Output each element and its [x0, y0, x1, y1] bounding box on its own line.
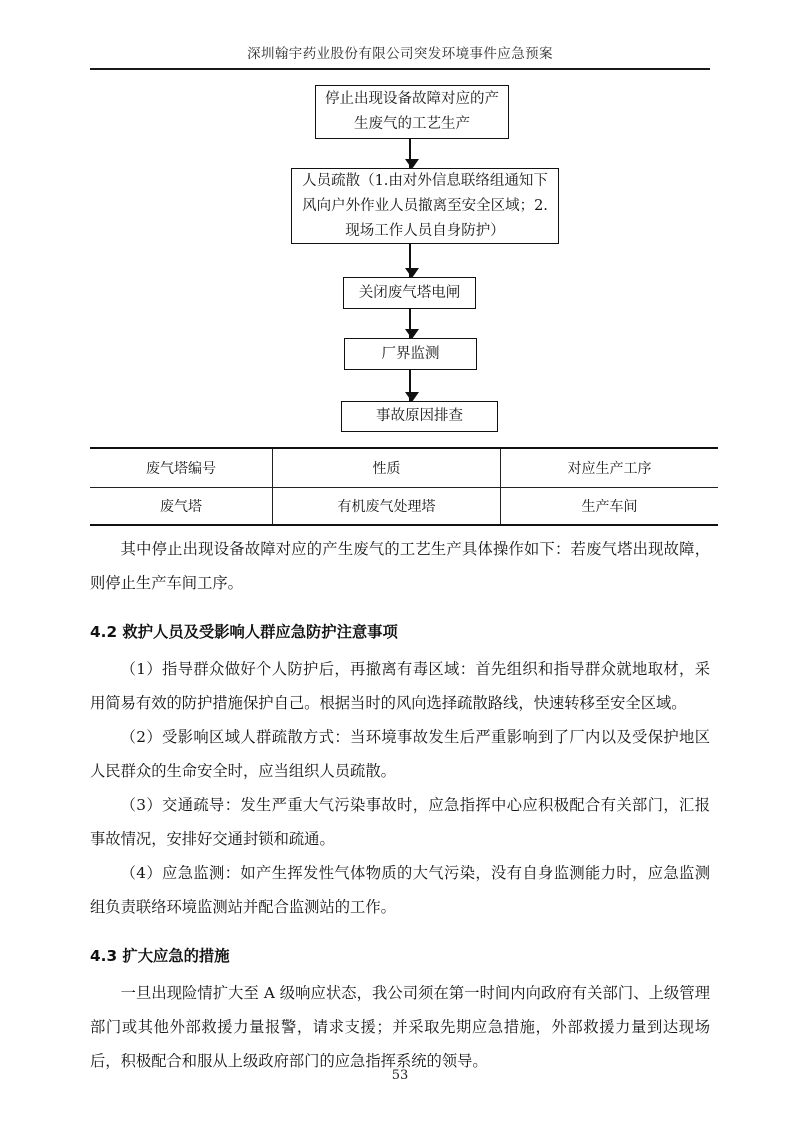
- page-header-title: 深圳翰宇药业股份有限公司突发环境事件应急预案: [247, 46, 553, 62]
- flow-arrow-1: [409, 139, 411, 168]
- table-cell-tower-id: 废气塔: [90, 488, 273, 526]
- flow-box-boundary-monitoring: 厂界监测: [344, 338, 477, 370]
- paragraph-4-2-item-2: （2）受影响区域人群疏散方式：当环境事故发生后严重影响到了厂内以及受保护地区人民群众的生命安全时，应当组织人员疏散。: [90, 728, 710, 780]
- paragraph-intro: 其中停止出现设备故障对应的产生废气的工艺生产具体操作如下：若废气塔出现故障，则停止生产车间工序。: [90, 540, 710, 592]
- section-heading-4-3: 4.3 扩大应急的措施: [90, 947, 230, 965]
- waste-gas-tower-table: [90, 447, 710, 526]
- paragraph-4-2-item-4: （4）应急监测：如产生挥发性气体物质的大气污染，没有自身监测能力时，应急监测组负责联络环境监测站并配合监测站的工作。: [90, 864, 710, 916]
- table-cell-nature: 有机废气处理塔: [273, 488, 501, 526]
- paragraph-4-3-body: 一旦出现险情扩大至 A 级响应状态，我公司须在第一时间内向政府有关部门、上级管理部门或其他外部救援力量报警，请求支援；并采取先期应急措施，外部救援力量到达现场后，积极配合和服从上级政府部门的应急指挥系统的领导。: [90, 984, 710, 1070]
- paragraph-4-2-item-3: （3）交通疏导：发生严重大气污染事故时，应急指挥中心应积极配合有关部门，汇报事故情况，安排好交通封锁和疏通。: [90, 796, 710, 848]
- flow-arrow-4: [409, 370, 411, 401]
- flow-arrow-2: [409, 244, 411, 277]
- emergency-response-flowchart: [0, 0, 800, 440]
- document-body: [90, 532, 710, 1078]
- flow-box-close-tower-switch: 关闭废气塔电闸: [343, 277, 476, 309]
- section-heading-4-2: 4.2 救护人员及受影响人群应急防护注意事项: [90, 623, 398, 641]
- table-header-process: 对应生产工序: [501, 448, 719, 488]
- table-header-row: [90, 448, 718, 488]
- table-row: [90, 488, 718, 526]
- table-cell-process: 生产车间: [501, 488, 719, 526]
- flow-box-cause-investigation: 事故原因排查: [341, 401, 498, 432]
- paragraph-4-2-item-1: （1）指导群众做好个人防护后，再撤离有毒区域：首先组织和指导群众就地取材，采用简易有效的防护措施保护自己。根据当时的风向选择疏散路线，快速转移至安全区域。: [90, 660, 710, 712]
- page-number: 53: [391, 1068, 409, 1083]
- flow-box-stop-production: 停止出现设备故障对应的产生废气的工艺生产: [315, 85, 509, 139]
- flow-box-personnel-evacuation: 人员疏散（1.由对外信息联络组通知下风向户外作业人员撤离至安全区域；2.现场工作人员自身防护）: [291, 168, 559, 244]
- table-header-tower-id: 废气塔编号: [90, 448, 273, 488]
- table-header-nature: 性质: [273, 448, 501, 488]
- flow-arrow-3: [409, 309, 411, 338]
